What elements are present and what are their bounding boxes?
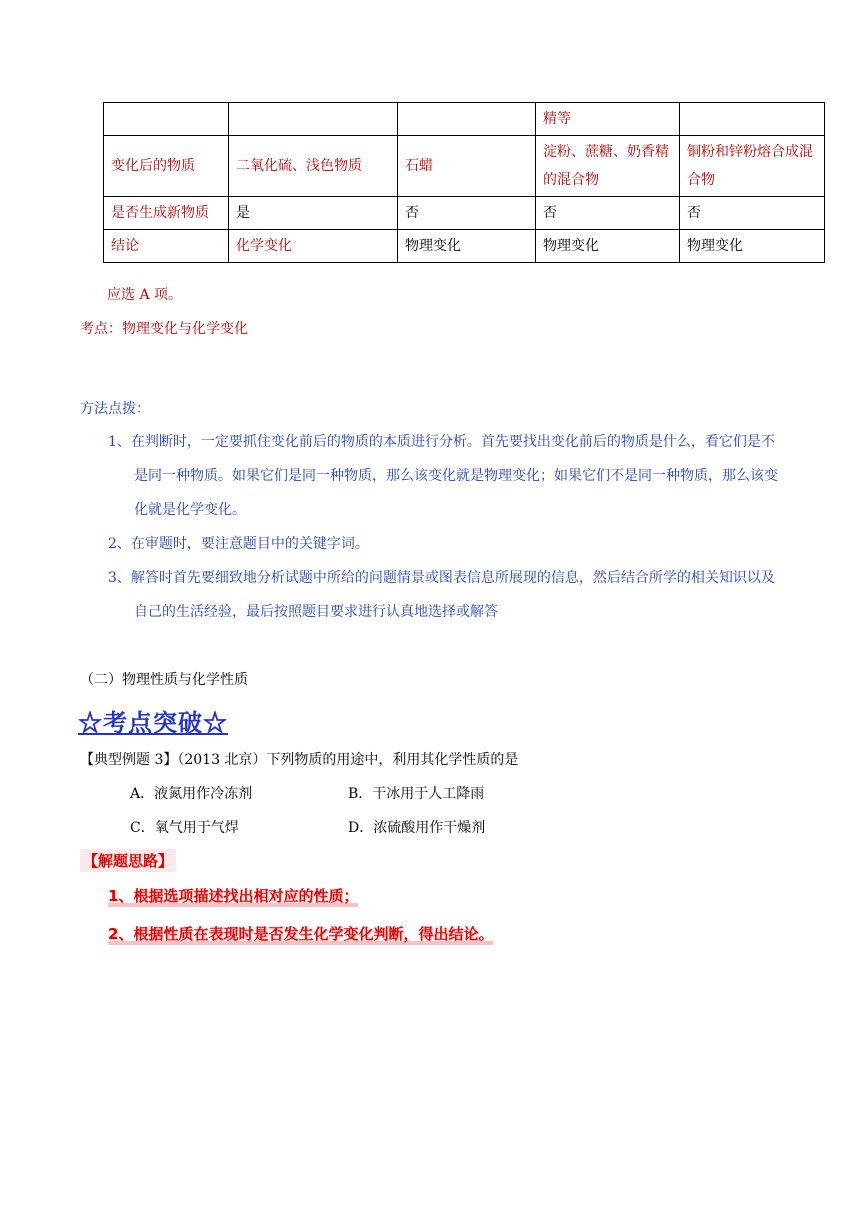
comparison-table — [103, 102, 825, 263]
table-cell — [104, 103, 229, 136]
method-item-2 — [108, 527, 788, 561]
option-d: D．浓硫酸用作干燥剂 — [348, 820, 486, 836]
table-cell: 淀粉、蔗糖、奶香精的混合物 — [536, 136, 680, 197]
hint-1: 1、根据选项描述找出相对应的性质； — [108, 887, 359, 905]
table-cell — [680, 103, 825, 136]
hint-2: 2、根据性质在表现时是否发生化学变化判断，得出结论。 — [108, 925, 494, 943]
table-cell: 否 — [680, 197, 825, 230]
table-row — [104, 103, 825, 136]
table-cell: 石蜡 — [398, 136, 536, 197]
table-cell: 精等 — [536, 103, 680, 136]
option-b: B．干冰用于人工降雨 — [348, 786, 485, 802]
table-cell: 物理变化 — [536, 230, 680, 263]
table-cell: 二氧化硫、浅色物质 — [229, 136, 398, 197]
table-cell: 否 — [398, 197, 536, 230]
example-stem: 【典型例题 3】（2013 北京）下列物质的用途中，利用其化学性质的是 — [80, 752, 519, 768]
table-cell: 变化后的物质 — [104, 136, 229, 197]
table-cell: 物理变化 — [680, 230, 825, 263]
table-cell: 是 — [229, 197, 398, 230]
table-row — [104, 136, 825, 197]
method-item-text: 1、在判断时，一定要抓住变化前后的物质的本质进行分析。首先要找出变化前后的物质是什么，看它们是不是同一种物质。如果它们是同一种物质，那么该变化就是物理变化；如果它们不是同一种物质，那么该变化就是化学变化。 — [108, 434, 778, 518]
table-cell: 结论 — [104, 230, 229, 263]
table-cell: 铜粉和锌粉熔合成混合物 — [680, 136, 825, 197]
method-item-text: 2、在审题时，要注意题目中的关键字词。 — [108, 536, 369, 552]
method-title: 方法点拨： — [80, 401, 150, 417]
option-c: C．氧气用于气焊 — [130, 820, 239, 836]
method-item-text: 3、解答时首先要细致地分析试题中所给的问题情景或图表信息所展现的信息，然后结合所学的相关知识以及自己的生活经验，最后按照题目要求进行认真地选择或解答 — [108, 570, 775, 620]
table-row — [104, 197, 825, 230]
table-cell: 化学变化 — [229, 230, 398, 263]
method-item-1 — [108, 425, 788, 527]
table-cell — [229, 103, 398, 136]
kaodian-tupo-banner: ☆考点突破☆ — [78, 708, 228, 737]
method-item-3 — [108, 561, 788, 629]
option-a: A．液氮用作冷冻剂 — [130, 786, 253, 802]
table-cell: 物理变化 — [398, 230, 536, 263]
kaodian-text: 考点：物理变化与化学变化 — [80, 321, 248, 337]
table-row — [104, 230, 825, 263]
table-cell: 否 — [536, 197, 680, 230]
table-cell: 是否生成新物质 — [104, 197, 229, 230]
section-heading: （二）物理性质与化学性质 — [80, 672, 248, 688]
table-cell — [398, 103, 536, 136]
answer-text: 应选 A 项。 — [107, 287, 183, 303]
solve-title: 【解题思路】 — [80, 849, 176, 872]
